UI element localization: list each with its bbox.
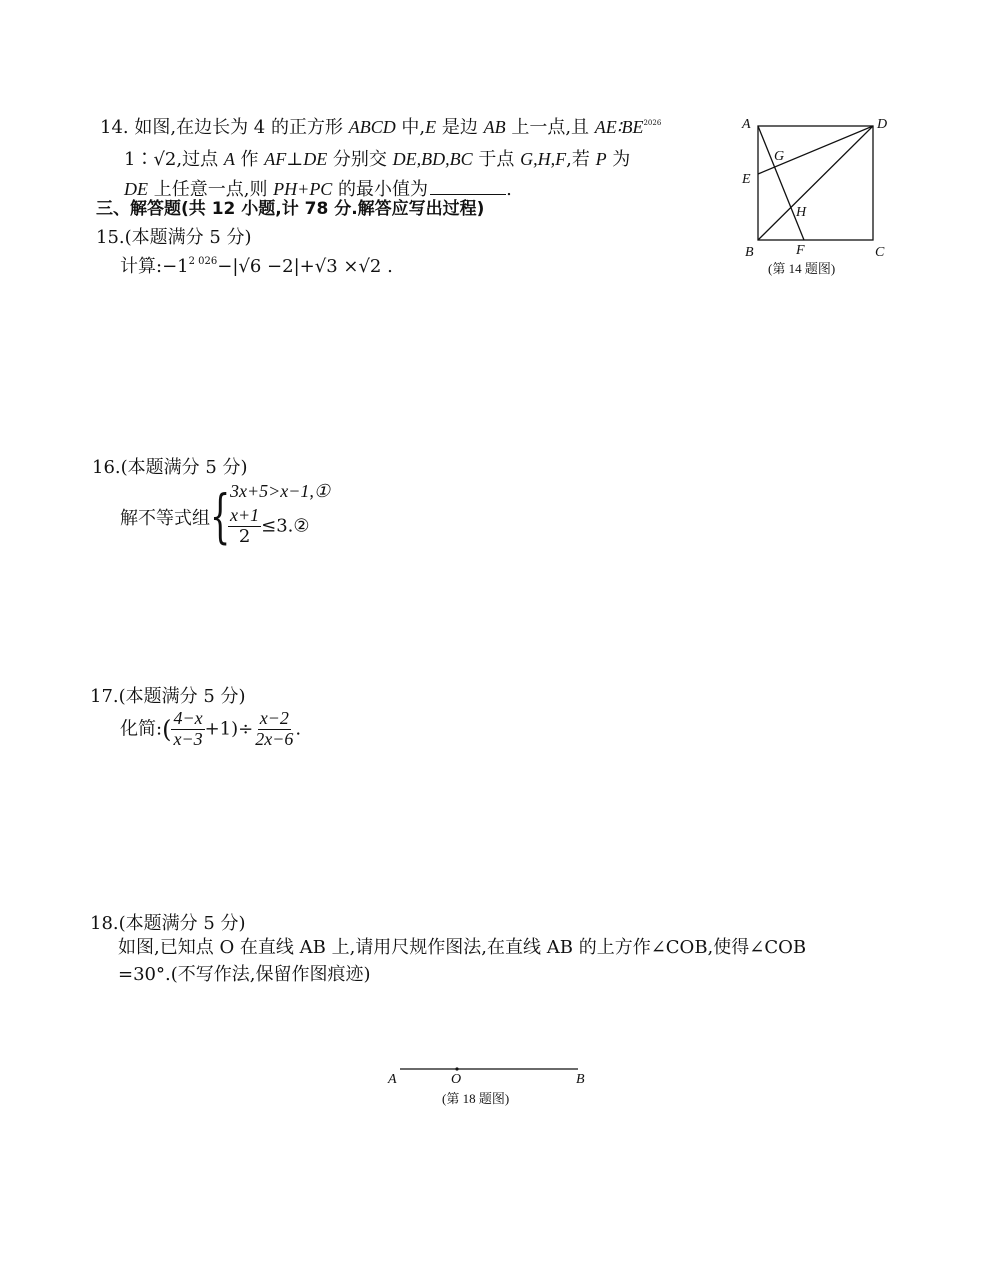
denominator: x−3 (173, 728, 203, 749)
math: ABCD (348, 117, 396, 137)
math: E (425, 117, 437, 137)
question-number: 14. (100, 117, 129, 138)
segment-bd (758, 126, 873, 240)
math: 3x+5>x−1,① (230, 481, 331, 501)
label-g: G (774, 149, 785, 164)
label-b: B (745, 245, 754, 260)
math: DE,BD,BC (392, 149, 473, 169)
math: +1)÷ (204, 718, 254, 740)
label-d: D (877, 117, 888, 132)
text: ,若 (566, 149, 596, 170)
q14-line-2 (124, 150, 630, 169)
figure-18 (380, 1058, 600, 1110)
section-title: 三、解答题(共 12 小题,计 78 分.解答应写出过程) (96, 199, 485, 219)
text: 上一点,且 (505, 117, 595, 138)
stamp-mark: 2026 (643, 119, 662, 127)
answer-blank (430, 178, 506, 195)
q18-line-2: =30°.(不写作法,保留作图痕迹) (118, 964, 371, 985)
q17-expression (120, 709, 301, 750)
exponent: 2 026 (188, 256, 218, 267)
fraction-1 (171, 709, 204, 750)
label-a: A (742, 117, 751, 132)
q17-header: 17.(本题满分 5 分) (90, 686, 246, 707)
math: ≤3.② (261, 515, 310, 537)
text: . (295, 718, 302, 740)
text: ,过点 (176, 149, 224, 170)
label-f: F (796, 243, 805, 258)
math: AF⊥DE (264, 149, 328, 169)
math: DE (124, 179, 148, 199)
text: 化简: (120, 718, 163, 740)
segment-af (758, 126, 804, 240)
label-e: E (742, 172, 751, 187)
text: 中, (395, 117, 426, 138)
paren: ( (162, 715, 172, 744)
q15-header: 15.(本题满分 5 分) (96, 227, 252, 248)
text: 上任意一点,则 (148, 179, 274, 200)
math: AB (483, 117, 506, 137)
figure-14 (736, 112, 906, 282)
fraction-2 (253, 709, 295, 750)
text: 为 (606, 149, 631, 170)
text: 的最小值为 (332, 179, 429, 200)
text: 作 (234, 149, 265, 170)
math: PH+PC (273, 179, 333, 199)
text: 计算: (120, 256, 163, 277)
label-a: A (388, 1072, 397, 1087)
label-b: B (576, 1072, 585, 1087)
label-o: O (451, 1072, 462, 1087)
label-c: C (875, 245, 885, 260)
numerator: 4−x (173, 708, 203, 728)
text: 是边 (436, 117, 484, 138)
math: P (595, 149, 607, 169)
q18-header: 18.(本题满分 5 分) (90, 913, 246, 934)
q16-prefix: 解不等式组 (120, 508, 210, 529)
q16-row-1 (230, 482, 330, 501)
q16-header: 16.(本题满分 5 分) (92, 457, 248, 478)
q14-line-1 (100, 118, 661, 137)
figure-caption: (第 14 题图) (768, 261, 836, 276)
brace: { (210, 482, 231, 550)
q18-line-1: 如图,已知点 O 在直线 AB 上,请用尺规作图法,在直线 AB 的上方作∠COB,使得∠COB (118, 937, 807, 958)
q15-expression (120, 257, 393, 276)
math: −1 (162, 256, 189, 277)
figure-caption: (第 18 题图) (442, 1091, 510, 1106)
math: G,H,F (520, 149, 567, 169)
math: A (223, 149, 235, 169)
math: 1∶√2 (124, 149, 177, 170)
fraction (228, 506, 261, 547)
point-o (455, 1067, 458, 1070)
denominator: 2x−6 (255, 728, 294, 749)
label-h: H (796, 205, 807, 220)
numerator: x+1 (230, 505, 260, 525)
math: AE∶BE (594, 117, 644, 137)
math: −|√6 −2|+√3 ×√2 . (217, 256, 393, 277)
text: 于点 (472, 149, 521, 170)
numerator: x−2 (259, 708, 289, 728)
text: 分别交 (327, 149, 393, 170)
q14-line-3 (124, 178, 512, 199)
q16-row-2 (228, 506, 310, 547)
denominator: 2 (238, 525, 251, 547)
text: . (506, 179, 512, 200)
text: 如图,在边长为 4 的正方形 (128, 117, 349, 138)
